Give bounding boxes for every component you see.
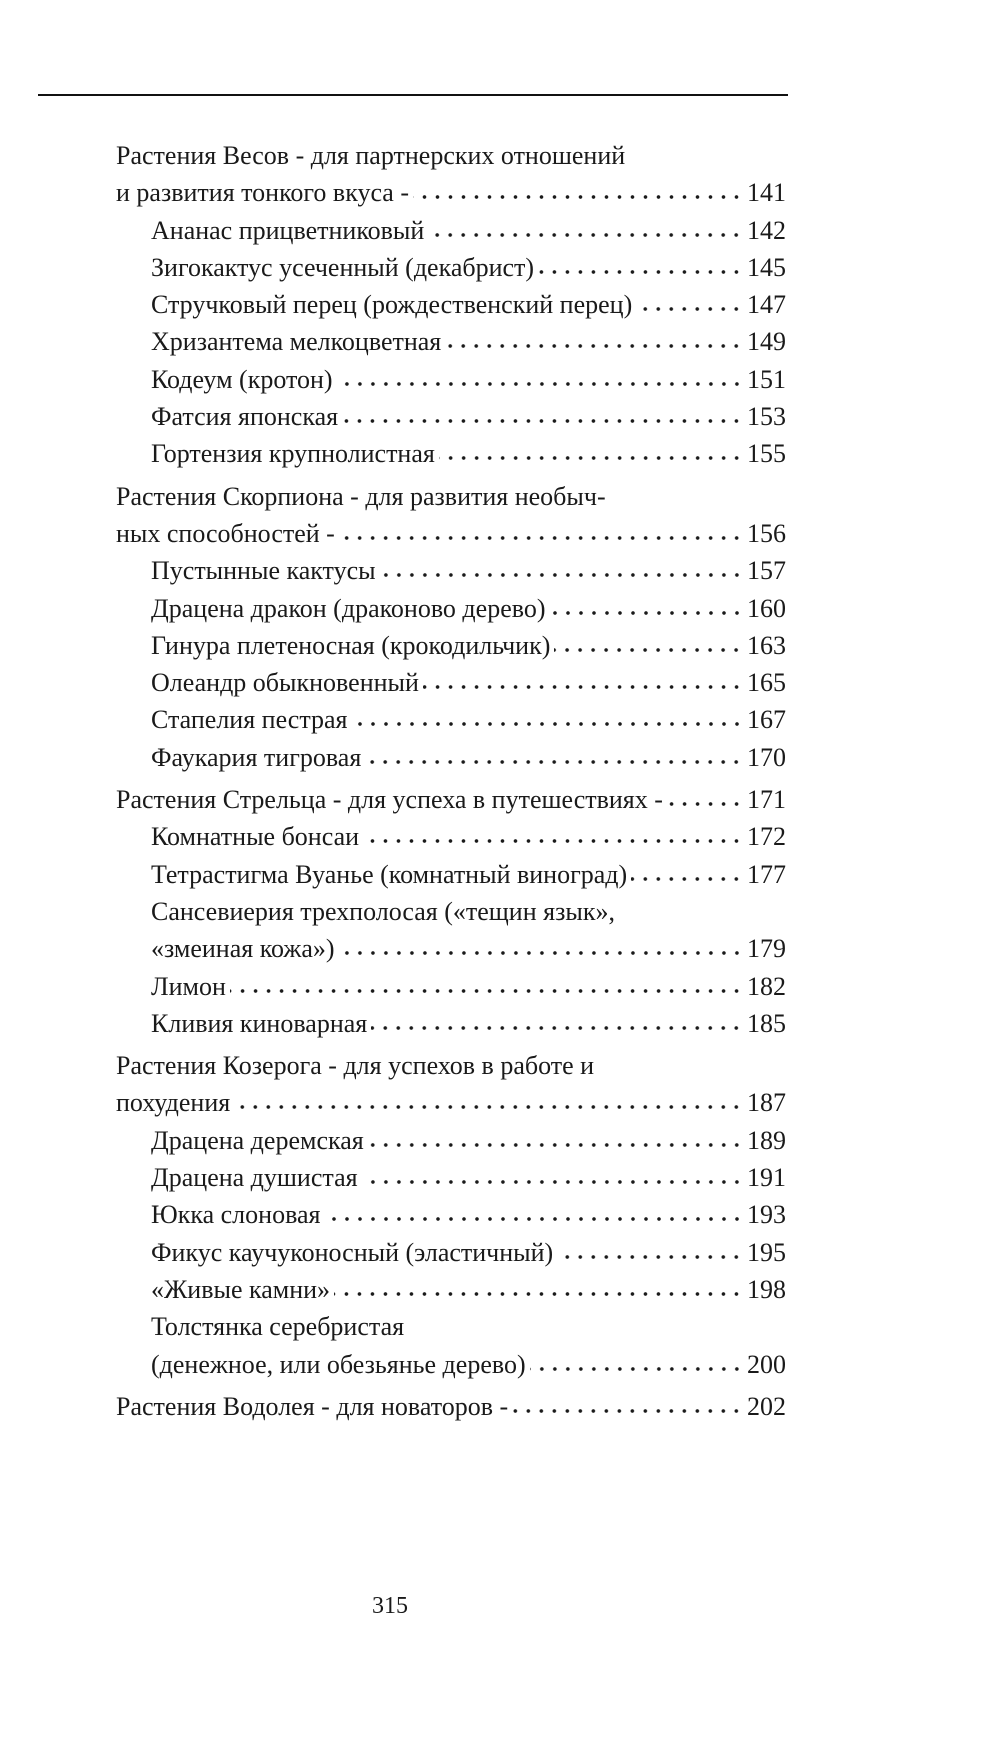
toc-entry[interactable] <box>116 701 786 738</box>
entry-title: Фаукария тигровая <box>151 742 362 772</box>
entry-title-line: Сансевиерия трехполосая («тещин язык», <box>151 896 615 926</box>
entry-title: Олеандр обыкновенный <box>151 668 419 698</box>
dot-leader <box>362 1160 743 1186</box>
dot-leader <box>538 250 743 276</box>
dot-leader <box>667 782 743 808</box>
toc-entry[interactable] <box>116 627 786 664</box>
entry-title: Стручковый перец (рождественский перец) <box>151 290 633 320</box>
entry-title: Пустынные кактусы <box>151 556 376 586</box>
page-number: 315 <box>372 1593 408 1619</box>
entry-page-number: 160 <box>747 593 786 623</box>
entry-title: Драцена душистая <box>151 1163 358 1193</box>
toc-section-heading[interactable] <box>116 478 786 553</box>
top-rule <box>38 94 788 96</box>
dot-leader <box>234 1085 743 1111</box>
dot-leader <box>530 1347 743 1373</box>
toc-entry[interactable] <box>116 590 786 627</box>
toc-entry[interactable] <box>116 856 786 893</box>
dot-leader <box>339 516 743 542</box>
dot-leader <box>636 287 743 313</box>
toc-section-heading[interactable] <box>116 781 786 818</box>
entry-page-number: 185 <box>747 1008 786 1038</box>
entry-title: похудения <box>116 1088 231 1118</box>
entry-page-number: 195 <box>747 1237 786 1267</box>
entry-page-number: 157 <box>747 556 786 586</box>
dot-leader <box>342 399 743 425</box>
entry-title: Ананас прицветниковый <box>151 215 425 245</box>
toc-section <box>116 137 786 473</box>
entry-page-number: 187 <box>747 1088 786 1118</box>
toc-entry[interactable] <box>116 249 786 286</box>
entry-title: Растения Стрельца - для успеха в путешествиях - <box>116 785 663 815</box>
entry-title: Кодеум (кротон) <box>151 364 333 394</box>
toc-section <box>116 1047 786 1383</box>
entry-page-number: 147 <box>747 290 786 320</box>
entry-title-line: Растения Козерога - для успехов в работе и <box>116 1051 595 1081</box>
entry-page-number: 193 <box>747 1200 786 1230</box>
entry-page-number: 200 <box>747 1349 786 1379</box>
entry-page-number: 167 <box>747 705 786 735</box>
dot-leader <box>413 175 743 201</box>
toc-entry[interactable] <box>116 968 786 1005</box>
toc-entry[interactable] <box>116 1005 786 1042</box>
dot-leader <box>512 1389 743 1415</box>
toc-section <box>116 478 786 776</box>
entry-title-line: Толстянка серебристая <box>151 1312 405 1342</box>
entry-title: Драцена деремская <box>151 1125 364 1155</box>
entry-page-number: 156 <box>747 518 786 548</box>
entry-page-number: 172 <box>747 822 786 852</box>
dot-leader <box>423 665 743 691</box>
entry-title: Тетрастигма Вуанье (комнатный виноград) <box>151 859 628 889</box>
entry-title: «змеиная кожа») <box>151 934 335 964</box>
entry-title: Фатсия японская <box>151 402 339 432</box>
toc-section-heading[interactable] <box>116 1047 786 1122</box>
dot-leader <box>334 1272 743 1298</box>
toc-section-heading[interactable] <box>116 137 786 212</box>
toc-entry[interactable] <box>116 1308 786 1383</box>
entry-title: Гинура плетеносная (крокодильчик) <box>151 630 551 660</box>
entry-page-number: 198 <box>747 1274 786 1304</box>
dot-leader <box>380 553 743 579</box>
dot-leader <box>337 362 743 388</box>
toc-section-heading[interactable] <box>116 1388 786 1425</box>
entry-page-number: 170 <box>747 742 786 772</box>
dot-leader <box>363 819 743 845</box>
entry-page-number: 165 <box>747 668 786 698</box>
entry-title: Комнатные бонсаи <box>151 822 360 852</box>
entry-page-number: 151 <box>747 364 786 394</box>
toc-section <box>116 781 786 1042</box>
entry-title: «Живые камни» <box>151 1274 331 1304</box>
entry-page-number: 189 <box>747 1125 786 1155</box>
toc-entry[interactable] <box>116 664 786 701</box>
dot-leader <box>445 324 743 350</box>
dot-leader <box>554 628 743 654</box>
entry-title: (денежное, или обезьянье дерево) <box>151 1349 526 1379</box>
dot-leader <box>352 702 744 728</box>
table-of-contents <box>116 137 786 1430</box>
entry-title: Хризантема мелкоцветная <box>151 327 442 357</box>
entry-page-number: 171 <box>747 785 786 815</box>
entry-title: Лимон <box>151 971 226 1001</box>
dot-leader <box>365 740 743 766</box>
toc-entry[interactable] <box>116 1196 786 1233</box>
entry-page-number: 182 <box>747 971 786 1001</box>
entry-page-number: 153 <box>747 402 786 432</box>
dot-leader <box>631 857 743 883</box>
entry-title: Драцена дракон (драконово дерево) <box>151 593 546 623</box>
entry-title: Растения Водолея - для новаторов - <box>116 1391 509 1421</box>
toc-entry[interactable] <box>116 893 786 968</box>
dot-leader <box>339 931 743 957</box>
toc-entry[interactable] <box>116 739 786 776</box>
entry-title: Гортензия крупнолистная <box>151 439 435 469</box>
toc-entry[interactable] <box>116 212 786 249</box>
toc-entry[interactable] <box>116 361 786 398</box>
entry-title: Кливия киноварная <box>151 1008 368 1038</box>
entry-title: Зигокактус усеченный (декабрист) <box>151 252 535 282</box>
entry-page-number: 155 <box>747 439 786 469</box>
entry-title: ных способностей - <box>116 518 335 548</box>
dot-leader <box>230 969 743 995</box>
dot-leader <box>325 1197 744 1223</box>
dot-leader <box>557 1235 743 1261</box>
toc-entry[interactable] <box>116 1159 786 1196</box>
entry-title: Стапелия пестрая <box>151 705 348 735</box>
entry-page-number: 202 <box>747 1391 786 1421</box>
entry-page-number: 141 <box>747 178 786 208</box>
toc-entry[interactable] <box>116 398 786 435</box>
dot-leader <box>371 1006 743 1032</box>
entry-title-line: Растения Весов - для партнерских отношений <box>116 141 626 170</box>
entry-title-line: Растения Скорпиона - для развития необыч- <box>116 481 606 511</box>
entry-page-number: 163 <box>747 630 786 660</box>
entry-page-number: 145 <box>747 252 786 282</box>
entry-title: Юкка слоновая <box>151 1200 321 1230</box>
dot-leader <box>428 213 743 239</box>
dot-leader <box>439 436 743 462</box>
entry-page-number: 191 <box>747 1163 786 1193</box>
entry-page-number: 142 <box>747 215 786 245</box>
dot-leader <box>550 591 744 617</box>
toc-entry[interactable] <box>116 286 786 323</box>
toc-entry[interactable] <box>116 552 786 589</box>
entry-page-number: 149 <box>747 327 786 357</box>
entry-title: и развития тонкого вкуса - <box>116 178 410 208</box>
entry-page-number: 179 <box>747 934 786 964</box>
toc-section <box>116 1388 786 1425</box>
dot-leader <box>368 1123 743 1149</box>
toc-entry[interactable] <box>116 818 786 855</box>
entry-page-number: 177 <box>747 859 786 889</box>
entry-title: Фикус каучуконосный (эластичный) <box>151 1237 554 1267</box>
toc-entry[interactable] <box>116 435 786 472</box>
toc-entry[interactable] <box>116 1271 786 1308</box>
toc-entry[interactable] <box>116 323 786 360</box>
toc-entry[interactable] <box>116 1234 786 1271</box>
toc-entry[interactable] <box>116 1122 786 1159</box>
